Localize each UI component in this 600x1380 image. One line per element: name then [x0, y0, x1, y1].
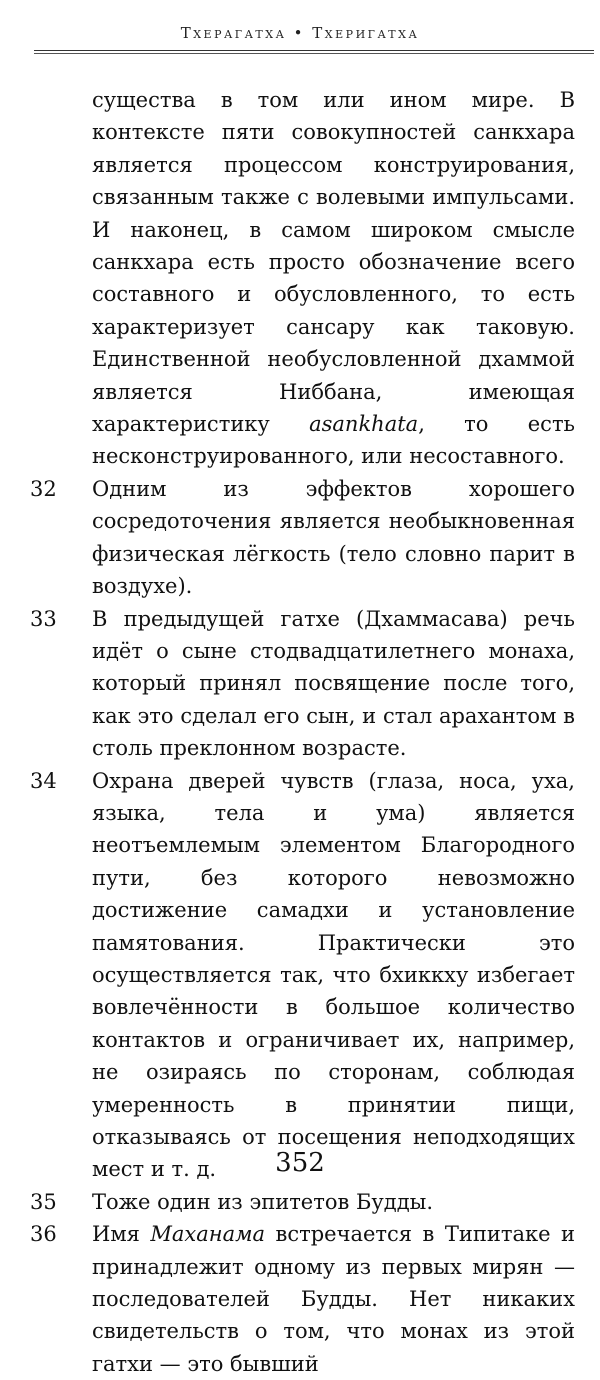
text-run: встречается в Типитаке и принадлежит одному из первых мирян — последователей Будды. Нет никаких свидетельств о том, что монах из этой гатхи — это бывший	[92, 1222, 575, 1376]
note-35	[30, 1186, 575, 1218]
notes-body	[30, 84, 575, 1380]
note-number: 35	[30, 1189, 57, 1214]
note-36	[30, 1218, 575, 1380]
header-rule	[34, 50, 594, 51]
note-text: Охрана дверей чувств (глаза, носа, уха, языка, тела и ума) является неотъемлемым элементом Благородного пути, без которого невозможно достижение самадхи и установление памятования. Практически это осуществляется так, что бхиккху избегает вовлечённости в большое количество контактов и ограничивает их, например, не озираясь по сторонам, соблюдая умеренность в принятии пищи, отказываясь от посещения неподходящих мест и т. д.	[92, 768, 575, 1182]
note-32	[30, 473, 575, 603]
note-text	[92, 84, 575, 473]
note-text: Тоже один из эпитетов Будды.	[92, 1189, 434, 1214]
emphasized-term: asankhata	[309, 412, 419, 437]
emphasized-term: Маханама	[150, 1222, 266, 1247]
note-continuation	[30, 84, 575, 473]
note-text: В предыдущей гатхе (Дхаммасава) речь идёт о сыне стодвадцатилетнего монаха, который принял посвящение после того, как это сделал его сын, и стал арахантом в столь преклонном возрасте.	[92, 606, 575, 761]
note-33	[30, 603, 575, 765]
note-number: 33	[30, 606, 57, 631]
note-number: 34	[30, 768, 57, 793]
running-head: Тхерагатха • Тхеригатха	[180, 24, 420, 42]
page-number: 352	[275, 1148, 325, 1178]
note-number: 36	[30, 1222, 57, 1247]
note-number: 32	[30, 476, 57, 501]
text-run: , то есть несконструированного, или несоставного.	[92, 412, 575, 469]
note-text	[92, 1218, 575, 1380]
note-text: Одним из эффектов хорошего сосредоточения является необыкновенная физическая лёгкость (тело словно парит в воздухе).	[92, 476, 575, 599]
note-34	[30, 765, 575, 1186]
text-run: Имя	[92, 1222, 151, 1247]
text-run: существа в том или ином мире. В контексте пяти совокупностей санкхара является процессом конструирования, связанным также с волевыми импульсами. И наконец, в самом широком смысле санкхара есть просто обозначение всего составного и обусловленного, то есть характеризует сансару как таковую. Единственной необусловленной дхаммой является Ниббана, имеющая характеристику	[92, 88, 575, 437]
